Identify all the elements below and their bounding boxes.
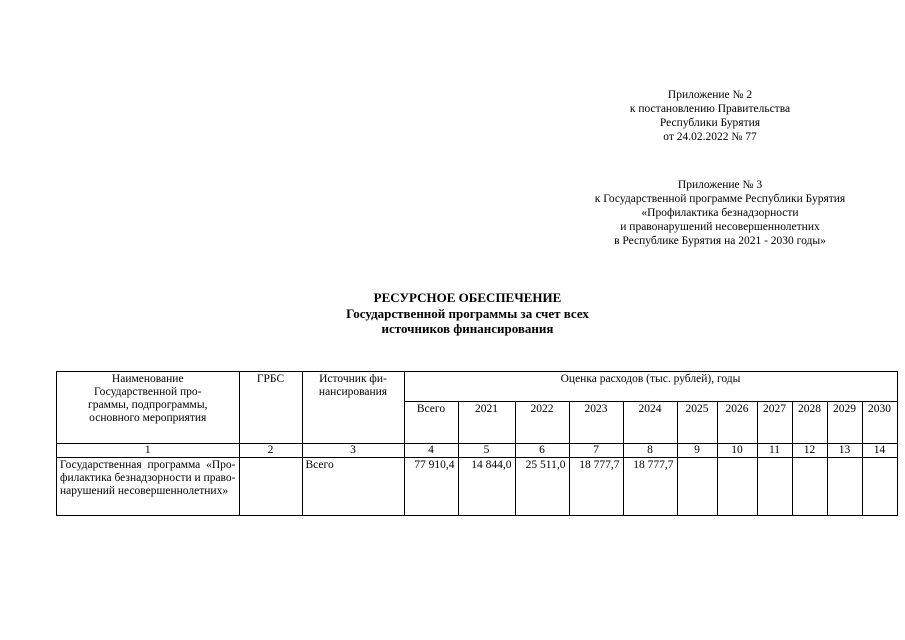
header-source-line: Источник фи- bbox=[319, 373, 387, 385]
header-name-line: граммы, подпрограммы, bbox=[88, 399, 208, 411]
annex-3-line: «Профилактика безнадзорности bbox=[641, 207, 799, 219]
header-source-line: нансирования bbox=[318, 386, 388, 398]
value-cell-2024: 18 777,7 bbox=[623, 458, 677, 516]
value-cell-2030 bbox=[862, 458, 897, 516]
program-name-line: филактика безнадзорности и право- bbox=[60, 472, 236, 484]
program-name-cell bbox=[57, 458, 240, 516]
column-number-cell: 13 bbox=[827, 444, 862, 458]
program-grbs-cell bbox=[239, 458, 302, 516]
header-year-cell: 2029 bbox=[827, 402, 862, 444]
annex-2-line: к постановлению Правительства bbox=[629, 103, 791, 115]
header-name-line: основного мероприятия bbox=[89, 412, 207, 424]
value-cell-2023: 18 777,7 bbox=[569, 458, 623, 516]
annex-3-header bbox=[520, 178, 905, 248]
annex-2-header bbox=[560, 88, 860, 144]
column-number-cell: 8 bbox=[623, 444, 677, 458]
value-cell-2027 bbox=[757, 458, 792, 516]
header-grbs-cell: ГРБС bbox=[239, 372, 302, 444]
value-cell-2022: 25 511,0 bbox=[515, 458, 569, 516]
column-number-cell: 9 bbox=[677, 444, 717, 458]
column-number-cell: 10 bbox=[717, 444, 757, 458]
column-number-cell: 12 bbox=[792, 444, 827, 458]
program-name-line: нарушений несовершеннолетних» bbox=[60, 485, 229, 497]
header-year-cell: 2024 bbox=[623, 402, 677, 444]
value-cell-2028 bbox=[792, 458, 827, 516]
annex-2-line: Приложение № 2 bbox=[667, 89, 753, 101]
title-line: Государственной программы за счет всех bbox=[346, 305, 589, 321]
title-line: источников финансирования bbox=[381, 321, 554, 336]
value-cell-2025 bbox=[677, 458, 717, 516]
value-cell-2029 bbox=[827, 458, 862, 516]
header-year-cell: 2027 bbox=[757, 402, 792, 444]
header-year-cell: 2030 bbox=[862, 402, 897, 444]
column-number-cell: 14 bbox=[862, 444, 897, 458]
title-line: РЕСУРСНОЕ ОБЕСПЕЧЕНИЕ bbox=[373, 290, 562, 305]
column-number-cell: 1 bbox=[57, 444, 240, 458]
header-year-cell: Всего bbox=[404, 402, 458, 444]
header-name-line: Наименование bbox=[111, 373, 184, 385]
column-number-cell: 4 bbox=[404, 444, 458, 458]
annex-3-line: и правонарушений несовершеннолетних bbox=[620, 221, 820, 233]
value-cell-total: 77 910,4 bbox=[404, 458, 458, 516]
column-number-cell: 3 bbox=[302, 444, 404, 458]
header-year-cell: 2023 bbox=[569, 402, 623, 444]
document-title bbox=[180, 290, 755, 337]
header-source-cell bbox=[302, 372, 404, 444]
header-year-cell: 2028 bbox=[792, 402, 827, 444]
annex-2-line: от 24.02.2022 № 77 bbox=[663, 131, 757, 143]
header-name-line: Государственной про- bbox=[93, 386, 202, 398]
annex-3-line: к Государственной программе Республики Бурятия bbox=[594, 193, 846, 205]
program-source-cell: Всего bbox=[302, 458, 404, 516]
column-number-cell: 6 bbox=[515, 444, 569, 458]
header-year-cell: 2025 bbox=[677, 402, 717, 444]
header-year-cell: 2026 bbox=[717, 402, 757, 444]
column-number-cell: 11 bbox=[757, 444, 792, 458]
header-estimate-cell: Оценка расходов (тыс. рублей), годы bbox=[404, 372, 897, 402]
header-name-cell bbox=[57, 372, 240, 444]
header-year-cell: 2021 bbox=[458, 402, 515, 444]
annex-2-line: Республики Бурятия bbox=[659, 117, 761, 129]
table-header-row bbox=[57, 372, 898, 402]
header-year-cell: 2022 bbox=[515, 402, 569, 444]
value-cell-2026 bbox=[717, 458, 757, 516]
resource-table bbox=[56, 371, 898, 516]
column-number-cell: 2 bbox=[239, 444, 302, 458]
annex-3-line: Приложение № 3 bbox=[677, 179, 763, 191]
program-name-line: Государственная программа «Про- bbox=[60, 459, 236, 471]
value-cell-2021: 14 844,0 bbox=[458, 458, 515, 516]
column-number-cell: 7 bbox=[569, 444, 623, 458]
column-number-row bbox=[57, 444, 898, 458]
annex-3-line: в Республике Бурятия на 2021 - 2030 годы» bbox=[614, 235, 826, 247]
table-row bbox=[57, 458, 898, 516]
column-number-cell: 5 bbox=[458, 444, 515, 458]
